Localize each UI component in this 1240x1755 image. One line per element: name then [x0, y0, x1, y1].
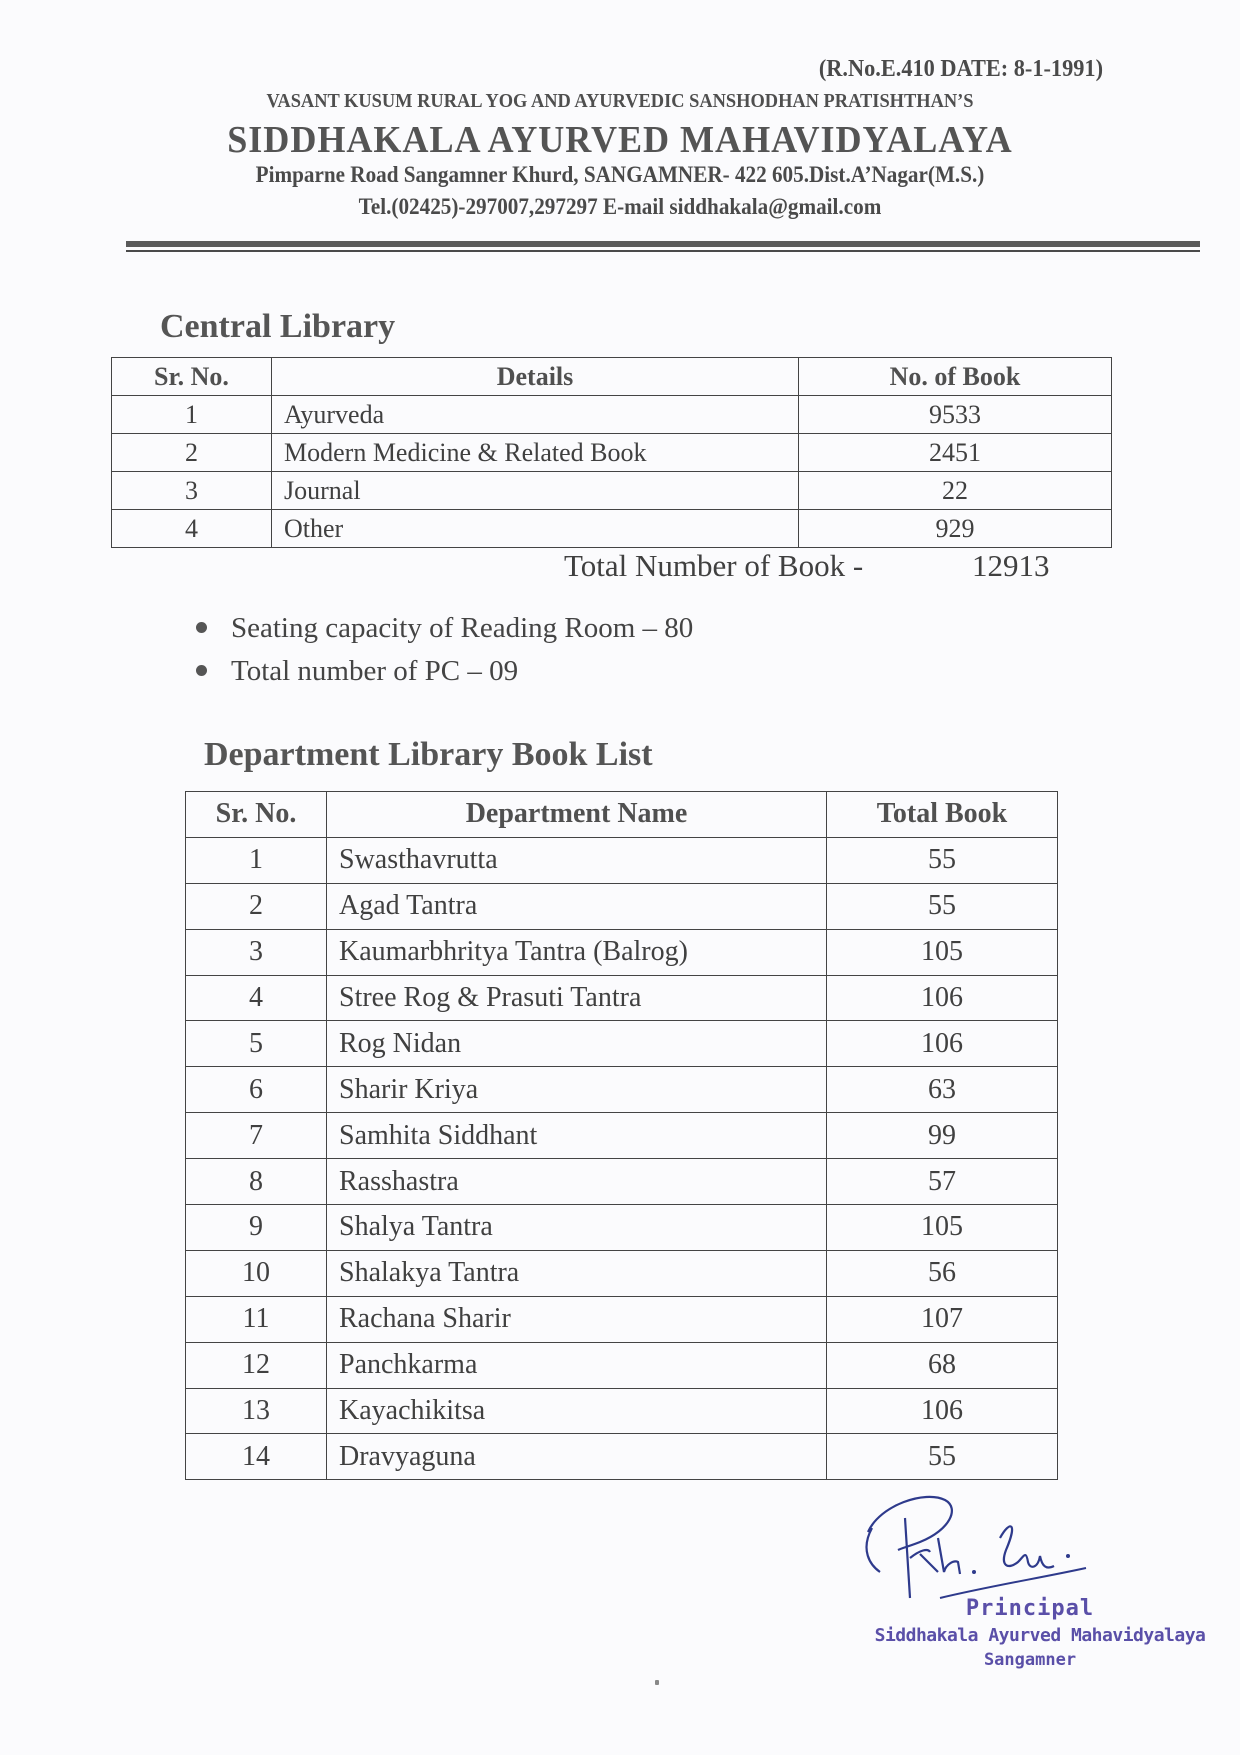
total-book-cell: 55 [827, 1434, 1058, 1480]
column-header-details: Details [272, 358, 799, 396]
table-row [186, 1205, 1058, 1251]
department-name-cell: Rachana Sharir [327, 1296, 827, 1342]
table-row [186, 975, 1058, 1021]
department-table-body [186, 837, 1058, 1479]
sr-no-cell: 4 [112, 510, 272, 548]
facilities-list [196, 612, 693, 698]
table-row [112, 396, 1112, 434]
table-row [112, 434, 1112, 472]
total-book-cell: 57 [827, 1159, 1058, 1205]
sr-no-cell: 12 [186, 1342, 327, 1388]
total-book-cell: 56 [827, 1250, 1058, 1296]
total-book-cell: 105 [827, 929, 1058, 975]
total-book-cell: 106 [827, 1021, 1058, 1067]
college-address: Pimparne Road Sangamner Khurd, SANGAMNER- 422 605.Dist.A’Nagar(M.S.) [255, 162, 985, 187]
department-name-cell: Shalakya Tantra [327, 1250, 827, 1296]
table-row [112, 510, 1112, 548]
college-contact: Tel.(02425)-297007,297297 E-mail siddhakala@gmail.com [358, 194, 882, 219]
sr-no-cell: 11 [186, 1296, 327, 1342]
sr-no-cell: 7 [186, 1113, 327, 1159]
book-count-cell: 9533 [799, 396, 1112, 434]
department-name-cell: Samhita Siddhant [327, 1113, 827, 1159]
total-book-cell: 68 [827, 1342, 1058, 1388]
department-name-cell: Dravyaguna [327, 1434, 827, 1480]
list-item [196, 612, 693, 655]
total-books-label: Total Number of Book - [564, 548, 864, 583]
book-count-cell: 2451 [799, 434, 1112, 472]
scan-speck [655, 1680, 659, 1685]
total-book-cell: 106 [827, 975, 1058, 1021]
department-name-cell: Swasthavrutta [327, 837, 827, 883]
stamp-title: Principal [965, 1596, 1095, 1621]
department-name-cell: Stree Rog & Prasuti Tantra [327, 975, 827, 1021]
table-row [186, 1159, 1058, 1205]
department-name-cell: Kaumarbhritya Tantra (Balrog) [327, 929, 827, 975]
total-book-cell: 55 [827, 837, 1058, 883]
table-header-row [112, 358, 1112, 396]
sr-no-cell: 1 [186, 837, 327, 883]
letterhead-divider-thin [126, 250, 1200, 252]
list-item [196, 655, 693, 698]
column-header-sr-no: Sr. No. [112, 358, 272, 396]
department-name-cell: Panchkarma [327, 1342, 827, 1388]
book-count-cell: 929 [799, 510, 1112, 548]
sr-no-cell: 3 [186, 929, 327, 975]
details-cell: Other [272, 510, 799, 548]
department-name-cell: Kayachikitsa [327, 1388, 827, 1434]
table-header-row [186, 792, 1058, 838]
table-row [186, 1342, 1058, 1388]
principal-signature [850, 1490, 1110, 1610]
sr-no-cell: 2 [186, 883, 327, 929]
column-header-sr-no: Sr. No. [186, 792, 327, 838]
stamp-place: Sangamner [983, 1650, 1077, 1670]
details-cell: Modern Medicine & Related Book [272, 434, 799, 472]
total-book-cell: 99 [827, 1113, 1058, 1159]
table-row [186, 1067, 1058, 1113]
facility-text: Seating capacity of Reading Room – 80 [231, 612, 694, 644]
book-count-cell: 22 [799, 472, 1112, 510]
college-name: SIDDHAKALA AYURVED MAHAVIDYALAYA [227, 119, 1013, 161]
total-books-value: 12913 [972, 548, 1050, 583]
bullet-icon [196, 622, 207, 633]
total-book-cell: 63 [827, 1067, 1058, 1113]
table-row [186, 1250, 1058, 1296]
stamp-institution: Siddhakala Ayurved Mahavidyalaya [874, 1625, 1206, 1646]
sr-no-cell: 13 [186, 1388, 327, 1434]
trust-name: VASANT KUSUM RURAL YOG AND AYURVEDIC SANSHODHAN PRATISHTHAN’S [266, 90, 974, 112]
sr-no-cell: 2 [112, 434, 272, 472]
total-book-cell: 106 [827, 1388, 1058, 1434]
sr-no-cell: 3 [112, 472, 272, 510]
registration-number: (R.No.E.410 DATE: 8-1-1991) [818, 56, 1103, 82]
department-name-cell: Rasshastra [327, 1159, 827, 1205]
table-row [186, 1434, 1058, 1480]
column-header-total-book: Total Book [827, 792, 1058, 838]
sr-no-cell: 5 [186, 1021, 327, 1067]
department-name-cell: Sharir Kriya [327, 1067, 827, 1113]
central-library-heading: Central Library [160, 308, 396, 345]
table-row [186, 929, 1058, 975]
total-book-cell: 55 [827, 883, 1058, 929]
sr-no-cell: 10 [186, 1250, 327, 1296]
table-row [186, 837, 1058, 883]
sr-no-cell: 14 [186, 1434, 327, 1480]
sr-no-cell: 9 [186, 1205, 327, 1251]
table-row [186, 1296, 1058, 1342]
table-row [186, 1113, 1058, 1159]
column-header-book-count: No. of Book [799, 358, 1112, 396]
facility-text: Total number of PC – 09 [231, 655, 519, 687]
letterhead-divider-thick [126, 241, 1200, 247]
details-cell: Journal [272, 472, 799, 510]
department-name-cell: Agad Tantra [327, 883, 827, 929]
bullet-icon [196, 665, 207, 676]
sr-no-cell: 8 [186, 1159, 327, 1205]
table-row [186, 1021, 1058, 1067]
table-row [186, 1388, 1058, 1434]
column-header-department-name: Department Name [327, 792, 827, 838]
department-name-cell: Rog Nidan [327, 1021, 827, 1067]
department-library-table [185, 791, 1058, 1480]
details-cell: Ayurveda [272, 396, 799, 434]
table-row [186, 883, 1058, 929]
table-row [112, 472, 1112, 510]
sr-no-cell: 1 [112, 396, 272, 434]
department-name-cell: Shalya Tantra [327, 1205, 827, 1251]
department-library-heading: Department Library Book List [204, 736, 653, 773]
central-library-table [111, 357, 1112, 548]
sr-no-cell: 6 [186, 1067, 327, 1113]
sr-no-cell: 4 [186, 975, 327, 1021]
total-book-cell: 105 [827, 1205, 1058, 1251]
total-book-cell: 107 [827, 1296, 1058, 1342]
